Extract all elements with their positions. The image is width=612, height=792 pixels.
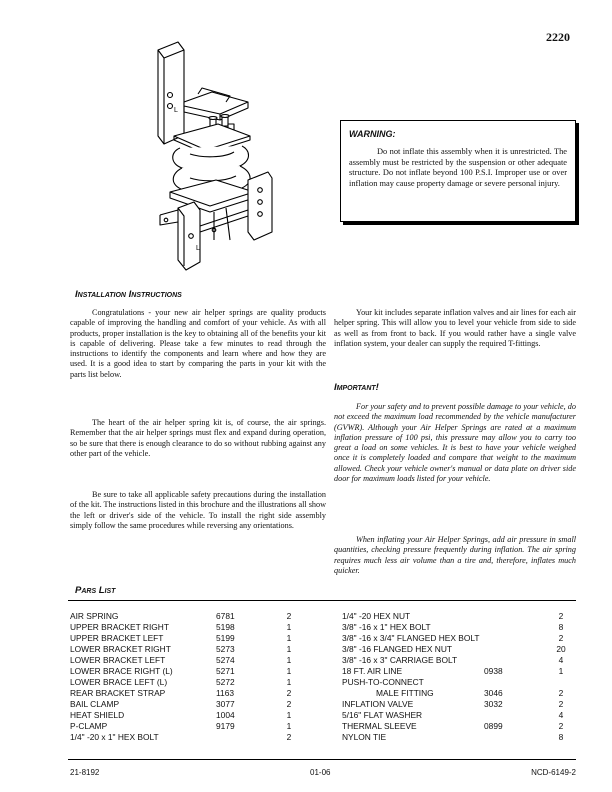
part-quantity: 1 <box>286 655 292 665</box>
installation-paragraph: Be sure to take all applicable safety precautions during the installation of the kit. The instructions listed in this brochure and the illustrations all show the left or driver's side of the vehicle. To install the right side assembly simply follow the same procedures while reversing any orientations. <box>70 490 326 530</box>
part-quantity: 1 <box>286 721 292 731</box>
part-quantity: 2 <box>558 611 564 621</box>
part-quantity: 2 <box>286 688 292 698</box>
installation-instructions-heading: Installation Instructions <box>75 289 182 300</box>
part-quantity: 8 <box>558 732 564 742</box>
part-number: 3077 <box>216 699 235 709</box>
part-name: INFLATION VALVE <box>342 699 414 709</box>
part-number: 5274 <box>216 655 235 665</box>
part-name: UPPER BRACKET LEFT <box>70 633 164 643</box>
svg-text:L: L <box>196 245 200 252</box>
part-name: 1/4" -20 HEX NUT <box>342 611 411 621</box>
part-quantity: 2 <box>558 699 564 709</box>
warning-title: WARNING: <box>349 129 396 139</box>
part-quantity: 2 <box>286 732 292 742</box>
page-number: 2220 <box>546 30 570 44</box>
part-name: THERMAL SLEEVE <box>342 721 417 731</box>
part-name: 3/8" -16 x 1" HEX BOLT <box>342 622 431 632</box>
part-quantity: 1 <box>286 644 292 654</box>
part-number: 5271 <box>216 666 235 676</box>
part-name: LOWER BRACE LEFT (L) <box>70 677 168 687</box>
footer-document-number: 21-8192 <box>70 768 100 777</box>
footer-part-code: NCD-6149-2 <box>531 768 576 777</box>
part-number: 5273 <box>216 644 235 654</box>
part-quantity: 2 <box>286 699 292 709</box>
important-paragraph: For your safety and to prevent possible damage to your vehicle, do not exceed the maximum load recommended by the vehicle manufacturer (GVWR). Although your Air Helper Springs are rated at a maximum inflation pressure of 100 psi, this pressure may allow you to carry too great a load on some vehicles. It is best to have your vehicle weighed once it is completely loaded and compare that weight to the maximum allowed. Check your vehicle owner's manual or data plate on driver side door for maximum loads listed for your vehicle. <box>334 402 576 484</box>
part-quantity: 1 <box>286 677 292 687</box>
part-number: 0899 <box>484 721 503 731</box>
part-name: AIR SPRING <box>70 611 119 621</box>
warning-text: Do not inflate this assembly when it is unrestricted. The assembly must be restricted by the suspension or other adequate structure. Do not inflate beyond 100 P.S.I. Improper use or over inflation may cause property damage or severe personal injury. <box>349 147 567 188</box>
parts-list-heading: Pars List <box>75 585 116 596</box>
part-quantity: 4 <box>558 655 564 665</box>
part-quantity: 1 <box>286 622 292 632</box>
part-name: 3/8" -16 FLANGED HEX NUT <box>342 644 453 654</box>
part-name: 18 FT. AIR LINE <box>342 666 403 676</box>
part-name: MALE FITTING <box>376 688 434 698</box>
part-name: LOWER BRACKET LEFT <box>70 655 166 665</box>
important-paragraph: When inflating your Air Helper Springs, add air pressure in small quantities, checking pressure frequently during inflation. The air spring requires much less air volume than a tire and, therefore, inflates much quicker. <box>334 535 576 575</box>
part-number: 5199 <box>216 633 235 643</box>
part-quantity: 2 <box>558 721 564 731</box>
part-quantity: 4 <box>558 710 564 720</box>
footer-rule <box>68 759 576 760</box>
part-name: LOWER BRACKET RIGHT <box>70 644 171 654</box>
part-quantity: 8 <box>558 622 564 632</box>
part-name: HEAT SHIELD <box>70 710 125 720</box>
part-name: 5/16" FLAT WASHER <box>342 710 423 720</box>
part-quantity: 2 <box>558 688 564 698</box>
part-quantity: 1 <box>558 666 564 676</box>
part-quantity: 1 <box>286 666 292 676</box>
part-number: 5272 <box>216 677 235 687</box>
svg-text:L: L <box>174 107 178 114</box>
installation-paragraph: Your kit includes separate inflation valves and air lines for each air helper spring. This will allow you to level your vehicle from side to side as well as from front to back. If you would rather have a single valve inflation system, your dealer can supply the required T-fittings. <box>334 308 576 348</box>
part-number: 9179 <box>216 721 235 731</box>
part-number: 0938 <box>484 666 503 676</box>
part-quantity: 2 <box>286 611 292 621</box>
part-quantity: 1 <box>286 710 292 720</box>
installation-paragraph: Congratulations - your new air helper springs are quality products capable of improving the handling and comfort of your vehicle. As with all products, proper installation is the key to obtaining all of the benefits your kit is capable of delivering. Please take a few minutes to read through the instructions to identify the components and learn where and how they are used. It is a good idea to start by comparing the parts in your kit with the parts list below. <box>70 308 326 379</box>
part-number: 3046 <box>484 688 503 698</box>
part-number: 5198 <box>216 622 235 632</box>
part-name: UPPER BRACKET RIGHT <box>70 622 169 632</box>
installation-paragraph: The heart of the air helper spring kit is, of course, the air springs. Remember that the air helper springs must flex and expand during operation, so be sure that there is enough clearance to do so without rubbing against any other part of the vehicle. <box>70 418 326 458</box>
part-name: NYLON TIE <box>342 732 387 742</box>
important-heading: Important! <box>334 382 379 393</box>
part-quantity: 2 <box>558 633 564 643</box>
footer-date: 01-06 <box>310 768 331 777</box>
part-quantity: 20 <box>556 644 566 654</box>
part-name: 1/4" -20 x 1" HEX BOLT <box>70 732 159 742</box>
part-name: P-CLAMP <box>70 721 108 731</box>
part-name: 3/8" -16 x 3" CARRIAGE BOLT <box>342 655 458 665</box>
part-number: 3032 <box>484 699 503 709</box>
part-number: 6781 <box>216 611 235 621</box>
warning-box <box>340 120 576 222</box>
part-quantity: 1 <box>286 633 292 643</box>
part-name: LOWER BRACE RIGHT (L) <box>70 666 173 676</box>
part-name: BAIL CLAMP <box>70 699 120 709</box>
part-name: 3/8" -16 x 3/4" FLANGED HEX BOLT <box>342 633 480 643</box>
part-number: 1004 <box>216 710 235 720</box>
part-name: PUSH-TO-CONNECT <box>342 677 424 687</box>
part-name: REAR BRACKET STRAP <box>70 688 166 698</box>
part-number: 1163 <box>216 688 235 698</box>
air-spring-assembly-illustration <box>130 40 290 275</box>
parts-list-top-rule <box>68 600 576 601</box>
